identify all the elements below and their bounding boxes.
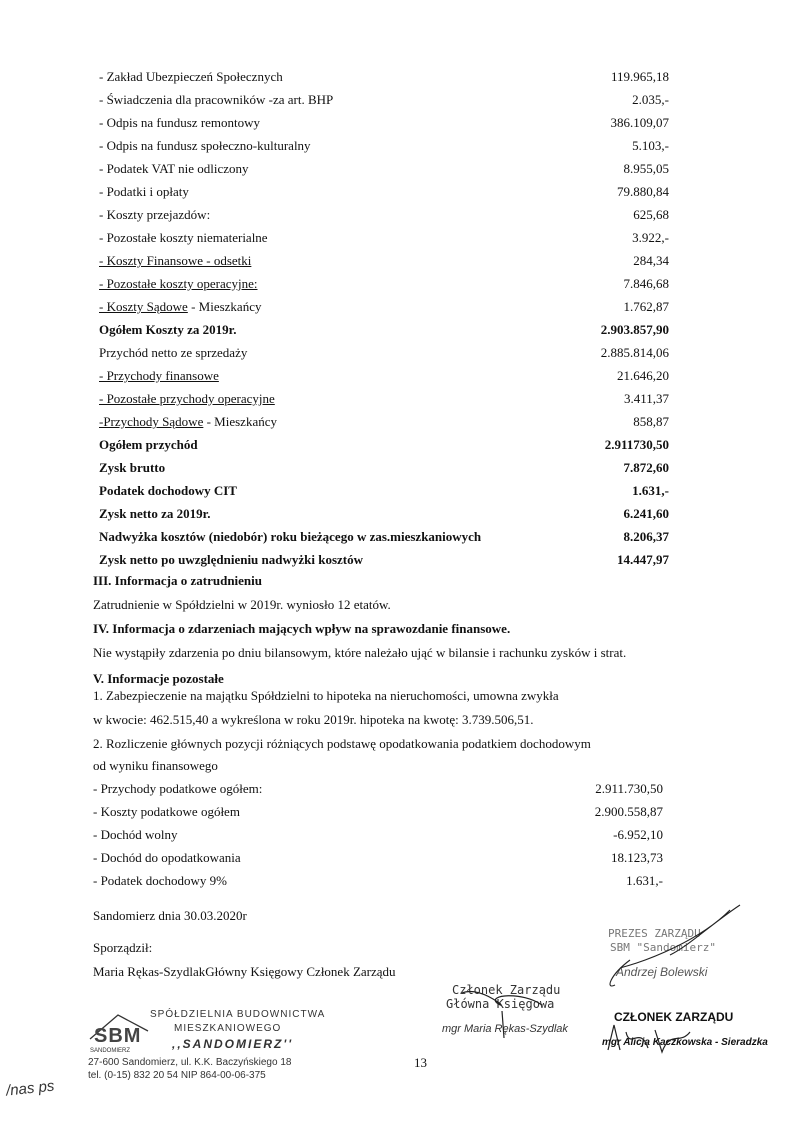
table-row	[99, 89, 669, 111]
section4-heading: IV. Informacja o zdarzeniach mających wpływ na sprawozdanie finansowe.	[93, 621, 511, 636]
row-value: 119.965,18	[610, 69, 669, 84]
row-value: 5.103,-	[632, 138, 669, 153]
row-value: 2.035,-	[632, 92, 669, 107]
coop-address: 27-600 Sandomierz, ul. K.K. Baczyńskiego 18	[88, 1057, 292, 1068]
president-org: SBM "Sandomierz"	[610, 941, 716, 954]
row-label: - Świadczenia dla pracowników -za art. BHP	[99, 92, 334, 107]
row-label: - Podatek VAT nie odliczony	[99, 161, 249, 176]
section5-line4: od wyniku finansowego	[93, 758, 218, 773]
row-label: - Pozostałe przychody operacyjne	[99, 391, 275, 406]
row-label: - Odpis na fundusz remontowy	[99, 115, 261, 130]
table-row	[99, 227, 669, 249]
coop-name-2: MIESZKANIOWEGO	[174, 1023, 282, 1034]
table-row	[99, 411, 669, 433]
tax-row	[93, 824, 663, 846]
place-date: Sandomierz dnia 30.03.2020r	[93, 908, 247, 923]
prepared-by: Maria Rękas-SzydlakGłówny Księgowy Członek Zarządu	[93, 964, 396, 979]
row-label: Zysk brutto	[99, 460, 166, 475]
table-row	[99, 388, 669, 410]
table-row	[99, 204, 669, 226]
row-label: Podatek dochodowy CIT	[99, 483, 237, 498]
tax-row-value: 2.911.730,50	[595, 781, 663, 796]
row-label: Zysk netto po uwzględnieniu nadwyżki kosztów	[99, 552, 364, 567]
row-value: 14.447,97	[617, 552, 669, 567]
table-row	[99, 181, 669, 203]
tax-row-label: - Dochód wolny	[93, 827, 178, 842]
board-member-stamp	[600, 1010, 785, 1060]
tax-row-value: 18.123,73	[611, 850, 663, 865]
row-label: - Podatki i opłaty	[99, 184, 189, 199]
row-value: 3.922,-	[632, 230, 669, 245]
prepared-by-label: Sporządził:	[93, 940, 153, 955]
board-name: mgr Alicja Kaczkowska - Sieradzka	[602, 1037, 768, 1048]
row-value: 284,34	[633, 253, 669, 268]
coop-name-1: SPÓŁDZIELNIA BUDOWNICTWA	[150, 1009, 326, 1020]
row-value: 1.631,-	[632, 483, 669, 498]
row-label: - Pozostałe koszty niematerialne	[99, 230, 268, 245]
table-row	[99, 112, 669, 134]
row-value: 2.911730,50	[604, 437, 669, 452]
row-label: - Koszty przejazdów:	[99, 207, 211, 222]
row-value: 386.109,07	[610, 115, 669, 130]
row-label: - Zakład Ubezpieczeń Społecznych	[99, 69, 283, 84]
section5-line1: 1. Zabezpieczenie na majątku Spółdzielni to hipoteka na nieruchomości, umowna zwykła	[93, 688, 559, 703]
section3-text: Zatrudnienie w Spółdzielni w 2019r. wyniosło 12 etatów.	[93, 597, 391, 612]
row-value: 3.411,37	[623, 391, 669, 406]
tax-row-label: - Przychody podatkowe ogółem:	[93, 781, 263, 796]
table-row	[99, 365, 669, 387]
table-row	[99, 158, 669, 180]
row-label: Przychód netto ze sprzedaży	[99, 345, 248, 360]
member-title: Członek Zarządu	[452, 983, 561, 997]
row-value: 1.762,87	[623, 299, 669, 314]
table-row	[99, 135, 669, 157]
tax-row	[93, 870, 663, 892]
table-row	[99, 273, 669, 295]
row-value: 79.880,84	[617, 184, 669, 199]
section5-line2: w kwocie: 462.515,40 a wykreślona w roku 2019r. hipoteka na kwotę: 3.739.506,51.	[93, 712, 534, 727]
row-label: -Przychody Sądowe - Mieszkańcy	[99, 414, 277, 429]
president-name: Andrzej Bolewski	[616, 965, 708, 979]
member-name: mgr Maria Rękas-Szydlak	[442, 1023, 568, 1035]
row-label: - Przychody finansowe	[99, 368, 219, 383]
accountant-stamp	[442, 983, 592, 1043]
table-row	[99, 66, 669, 88]
row-label: Zysk netto za 2019r.	[99, 506, 211, 521]
row-value: 7.846,68	[623, 276, 669, 291]
tax-row	[93, 847, 663, 869]
row-label: Ogółem przychód	[99, 437, 198, 452]
row-value: 2.903.857,90	[600, 322, 669, 337]
row-label: - Odpis na fundusz społeczno-kulturalny	[99, 138, 311, 153]
section5-line3: 2. Rozliczenie głównych pozycji różniących podstawę opodatkowania podatkiem dochodowym	[93, 736, 591, 751]
table-row	[99, 480, 669, 502]
page-number: 13	[414, 1055, 427, 1070]
table-row	[99, 296, 669, 318]
tax-row-value: 2.900.558,87	[594, 804, 663, 819]
row-value: 7.872,60	[623, 460, 669, 475]
coop-logo-sub: SANDOMIERZ	[90, 1048, 131, 1054]
accountant-signature	[442, 983, 592, 1043]
section3-heading: III. Informacja o zatrudnieniu	[93, 573, 263, 588]
table-row	[99, 503, 669, 525]
president-title: PREZES ZARZĄDU	[608, 927, 701, 940]
row-value: 2.885.814,06	[600, 345, 669, 360]
row-label: Nadwyżka kosztów (niedobór) roku bieżącego w zas.mieszkaniowych	[99, 529, 482, 544]
tax-row-value: 1.631,-	[626, 873, 663, 888]
row-value: 21.646,20	[617, 368, 669, 383]
tax-row	[93, 778, 663, 800]
tax-row-label: - Podatek dochodowy 9%	[93, 873, 227, 888]
tax-row-label: - Koszty podatkowe ogółem	[93, 804, 240, 819]
table-row	[99, 549, 669, 571]
row-label: Ogółem Koszty za 2019r.	[99, 322, 237, 337]
section4-text: Nie wystąpiły zdarzenia po dniu bilansowym, które należało ująć w bilansie i rachunku zysków i strat.	[93, 645, 627, 660]
row-label: - Pozostałe koszty operacyjne:	[99, 276, 258, 291]
tax-row-label: - Dochód do opodatkowania	[93, 850, 241, 865]
coop-logo: SBM	[94, 1025, 142, 1047]
president-stamp	[600, 925, 760, 995]
row-label: - Koszty Finansowe - odsetki	[99, 253, 252, 268]
row-label: - Koszty Sądowe - Mieszkańcy	[99, 299, 262, 314]
margin-note: /nas ps	[5, 1077, 56, 1100]
coop-phone: tel. (0-15) 832 20 54 NIP 864-00-06-375	[88, 1070, 266, 1081]
table-row	[99, 319, 669, 341]
table-row	[99, 526, 669, 548]
row-value: 858,87	[633, 414, 669, 429]
row-value: 8.206,37	[623, 529, 669, 544]
row-value: 6.241,60	[623, 506, 669, 521]
board-title: CZŁONEK ZARZĄDU	[614, 1010, 734, 1024]
table-row	[99, 342, 669, 364]
tax-row	[93, 801, 663, 823]
member-title2: Główna Księgowa	[446, 997, 555, 1011]
table-row	[99, 434, 669, 456]
coop-name-3: ,,SANDOMIERZ''	[172, 1037, 294, 1051]
table-row	[99, 250, 669, 272]
section5-heading: V. Informacje pozostałe	[93, 671, 224, 686]
row-value: 625,68	[633, 207, 669, 222]
tax-row-value: -6.952,10	[613, 827, 663, 842]
row-value: 8.955,05	[623, 161, 669, 176]
cooperative-stamp	[88, 1005, 328, 1095]
president-signature	[590, 900, 750, 990]
board-signature	[600, 1020, 720, 1060]
table-row	[99, 457, 669, 479]
